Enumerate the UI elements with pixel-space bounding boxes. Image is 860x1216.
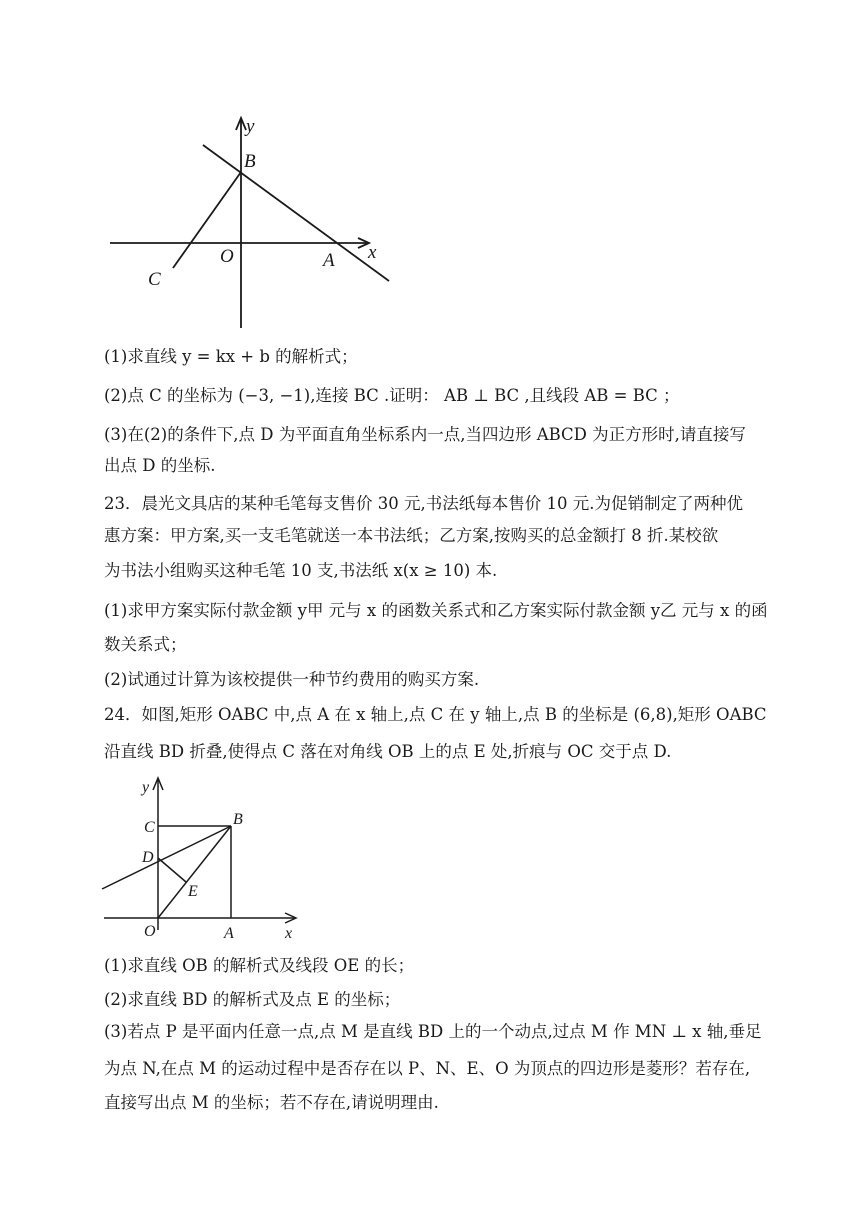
label-b: B [244, 151, 256, 172]
figure-1-graph [100, 110, 400, 335]
label-b: B [233, 811, 243, 828]
line-bd [102, 826, 231, 889]
q24-part-3-line3: 直接写出点 M 的坐标；若不存在,请说明理由. [104, 1093, 439, 1112]
segment-de [158, 858, 186, 882]
q22-part-3-line1: (3)在(2)的条件下,点 D 为平面直角坐标系内一点,当四边形 ABCD 为正方形时,请直接写 [104, 425, 746, 444]
q24-part-1: (1)求直线 OB 的解析式及线段 OE 的长； [104, 956, 415, 975]
q23-stem-line2: 惠方案：甲方案,买一支毛笔就送一本书法纸；乙方案,按购买的总金额打 8 折.某校欲 [104, 526, 719, 545]
q23-part-1-line1: (1)求甲方案实际付款金额 y甲 元与 x 的函数关系式和乙方案实际付款金额 y乙 元与 x 的函 [104, 601, 768, 620]
q24-part-3-line1: (3)若点 P 是平面内任意一点,点 M 是直线 BD 上的一个动点,过点 M 作 MN ⊥ x 轴,垂足 [104, 1022, 762, 1041]
q22-part-3-line2: 出点 D 的坐标. [104, 456, 216, 475]
q24-part-3-line2: 为点 N,在点 M 的运动过程中是否存在以 P、N、E、O 为顶点的四边形是菱形？若存在, [104, 1059, 751, 1078]
label-c: C [144, 819, 155, 836]
label-o: O [220, 246, 234, 267]
label-y: y [246, 116, 255, 137]
figure-2-rectangle [100, 770, 310, 945]
q22-part-2: (2)点 C 的坐标为 (−3, −1),连接 BC .证明： AB ⊥ BC ,且线段 AB = BC ； [104, 386, 680, 405]
label-a: A [323, 250, 335, 271]
label-x: x [368, 242, 377, 263]
q22-part-1: (1)求直线 y = kx + b 的解析式； [104, 347, 358, 366]
q23-stem-line1: 23．晨光文具店的某种毛笔每支售价 30 元,书法纸每本售价 10 元.为促销制定了两种优 [104, 494, 743, 513]
label-c: C [148, 269, 161, 290]
q24-stem-line1: 24．如图,矩形 OABC 中,点 A 在 x 轴上,点 C 在 y 轴上,点 B 的坐标是 (6,8),矩形 OABC [104, 705, 767, 724]
label-e: E [188, 883, 198, 900]
label-o: O [144, 923, 156, 940]
label-x: x [285, 925, 293, 942]
label-d: D [142, 849, 154, 866]
q24-stem-line2: 沿直线 BD 折叠,使得点 C 落在对角线 OB 上的点 E 处,折痕与 OC 交于点 D. [104, 742, 672, 761]
label-y: y [142, 779, 150, 796]
q23-part-1-line2: 数关系式； [104, 635, 187, 654]
q24-part-2: (2)求直线 BD 的解析式及点 E 的坐标； [104, 990, 401, 1009]
q23-stem-line3: 为书法小组购买这种毛笔 10 支,书法纸 x(x ≥ 10) 本. [104, 561, 498, 580]
diagonal-ob [158, 826, 231, 918]
q23-part-2: (2)试通过计算为该校提供一种节约费用的购买方案. [104, 670, 480, 689]
label-a: A [224, 925, 234, 942]
